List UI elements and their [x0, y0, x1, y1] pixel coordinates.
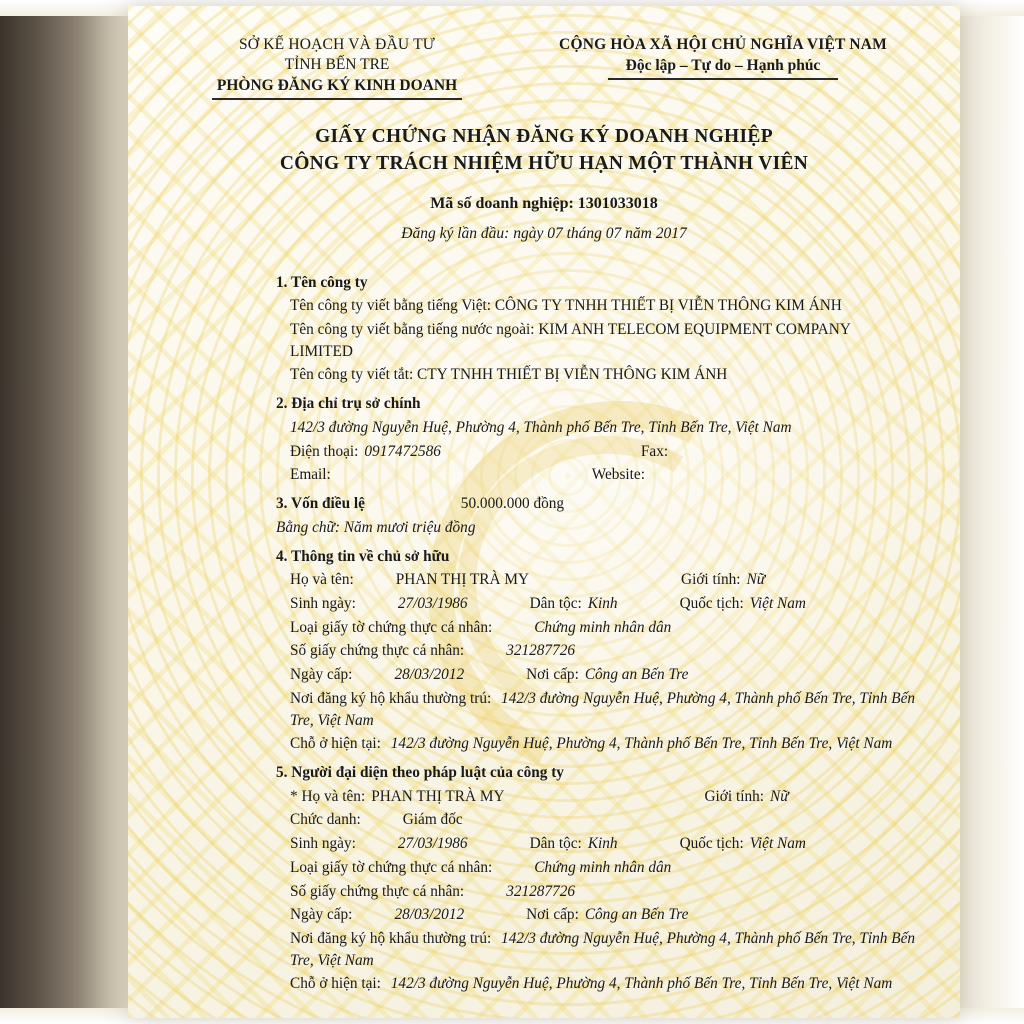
rep-dob-label: Sinh ngày: — [290, 835, 356, 853]
issuing-authority-block — [152, 36, 522, 100]
phone-label: Điện thoại: — [290, 442, 359, 460]
owner-id-number-value: 321287726 — [506, 642, 576, 660]
rep-issue-row — [276, 904, 916, 926]
rep-name-label: * Họ và tên: — [290, 787, 366, 805]
head-office-address: 142/3 đường Nguyễn Huệ, Phường 4, Thành phố Bến Tre, Tỉnh Bến Tre, Việt Nam — [290, 418, 792, 436]
section-3-heading: 3. Vốn điều lệ — [276, 495, 365, 513]
company-name-vn-value: CÔNG TY TNHH THIẾT BỊ VIỄN THÔNG KIM ÁNH — [494, 297, 842, 315]
business-code-value: 1301033018 — [577, 194, 658, 212]
rep-id-type-value: Chứng minh nhân dân — [534, 858, 672, 876]
company-name-short-row — [276, 364, 916, 386]
company-name-vn-row — [276, 295, 916, 317]
authority-line-2: TỈNH BẾN TRE — [284, 56, 390, 73]
certificate-title: GIẤY CHỨNG NHẬN ĐĂNG KÝ DOANH NGHIỆP — [315, 125, 773, 147]
rep-permanent-row — [276, 928, 916, 971]
rep-nationality-label: Quốc tịch: — [679, 835, 744, 853]
rep-issue-date-label: Ngày cấp: — [290, 906, 353, 924]
rep-position-label: Chức danh: — [290, 811, 361, 829]
owner-current-value: 142/3 đường Nguyễn Huệ, Phường 4, Thành phố Bến Tre, Tỉnh Bến Tre, Việt Nam — [390, 735, 893, 753]
company-name-vn-label: Tên công ty viết bằng tiếng Việt: — [290, 297, 492, 315]
rep-ethnic-value: Kinh — [587, 835, 618, 853]
company-name-foreign-row — [276, 319, 916, 362]
owner-issue-date-value: 28/03/2012 — [394, 666, 465, 684]
section-3-row — [276, 493, 916, 515]
rep-id-number-label: Số giấy chứng thực cá nhân: — [290, 882, 465, 900]
rep-name-value: PHAN THỊ TRÀ MY — [371, 787, 505, 805]
authority-line-3: PHÒNG ĐĂNG KÝ KINH DOANH — [216, 77, 458, 94]
owner-id-type-value: Chứng minh nhân dân — [534, 618, 672, 636]
owner-permanent-row — [276, 688, 916, 731]
authority-line-1: SỞ KẾ HOẠCH VÀ ĐẦU TƯ — [238, 36, 436, 53]
business-code-label: Mã số doanh nghiệp: — [430, 194, 574, 212]
owner-permanent-label: Nơi đăng ký hộ khẩu thường trú: — [290, 689, 492, 707]
owner-current-label: Chỗ ở hiện tại: — [290, 735, 381, 753]
national-motto: Độc lập – Tự do – Hạnh phúc — [625, 57, 821, 74]
email-label: Email: — [290, 466, 331, 484]
owner-gender-value: Nữ — [746, 571, 766, 589]
email-website-row — [276, 464, 916, 486]
rep-position-value: Giám đốc — [402, 811, 463, 829]
authority-underline — [212, 98, 462, 100]
section-2-heading: 2. Địa chỉ trụ sở chính — [276, 395, 421, 413]
owner-permanent-value: 142/3 đường Nguyễn Huệ, Phường 4, Thành phố Bến Tre, Tỉnh Bến Tre, Việt Nam — [290, 689, 916, 729]
owner-name-row — [276, 569, 916, 591]
owner-issue-place-label: Nơi cấp: — [526, 666, 579, 684]
rep-ethnic-label: Dân tộc: — [529, 835, 582, 853]
company-name-short-label: Tên công ty viết tắt: — [290, 366, 414, 384]
rep-id-type-row — [276, 857, 916, 879]
phone-fax-row — [276, 441, 916, 463]
rep-current-value: 142/3 đường Nguyễn Huệ, Phường 4, Thành phố Bến Tre, Tỉnh Bến Tre, Việt Nam — [390, 975, 893, 993]
rep-name-row — [276, 786, 916, 808]
rep-gender-value: Nữ — [770, 787, 789, 805]
document-body — [128, 243, 960, 1018]
national-motto-block — [528, 36, 918, 100]
owner-id-number-row — [276, 640, 916, 662]
owner-dob-value: 27/03/1986 — [397, 594, 468, 612]
company-name-short-value: CTY TNHH THIẾT BỊ VIỄN THÔNG KIM ÁNH — [417, 366, 728, 384]
owner-issue-date-label: Ngày cấp: — [290, 666, 353, 684]
motto-underline — [608, 78, 838, 80]
rep-permanent-label: Nơi đăng ký hộ khẩu thường trú: — [290, 930, 492, 947]
company-type-title: CÔNG TY TRÁCH NHIỆM HỮU HẠN MỘT THÀNH VIÊN — [279, 152, 809, 174]
company-name-foreign-value: KIM ANH TELECOM EQUIPMENT COMPANY LIMITED — [290, 321, 851, 360]
website-label: Website: — [591, 466, 645, 484]
owner-dob-row — [276, 593, 916, 615]
owner-id-number-label: Số giấy chứng thực cá nhân: — [290, 642, 465, 660]
section-4-heading: 4. Thông tin về chủ sở hữu — [276, 547, 450, 565]
first-registration-date: Đăng ký lần đầu: ngày 07 tháng 07 năm 2017 — [401, 224, 687, 242]
rep-dob-row — [276, 833, 916, 855]
company-name-foreign-label: Tên công ty viết bằng tiếng nước ngoài: — [290, 321, 535, 339]
owner-gender-label: Giới tính: — [681, 571, 741, 589]
owner-current-row — [276, 733, 916, 755]
business-code-row — [128, 195, 960, 213]
rep-id-number-row — [276, 881, 916, 903]
fax-label: Fax: — [640, 442, 669, 460]
owner-ethnic-value: Kinh — [587, 594, 618, 612]
rep-current-label: Chỗ ở hiện tại: — [290, 975, 381, 993]
owner-issue-place-value: Công an Bến Tre — [584, 666, 689, 684]
charter-capital-value: 50.000.000 đồng — [460, 495, 565, 513]
owner-nationality-label: Quốc tịch: — [679, 594, 744, 612]
rep-issue-place-value: Công an Bến Tre — [584, 906, 689, 924]
section-1-heading: 1. Tên công ty — [276, 273, 368, 291]
rep-position-row — [276, 809, 916, 831]
rep-issue-date-value: 28/03/2012 — [394, 906, 465, 924]
owner-dob-label: Sinh ngày: — [290, 594, 356, 612]
owner-id-type-row — [276, 617, 916, 639]
rep-dob-value: 27/03/1986 — [397, 835, 468, 853]
country-name: CỘNG HÒA XÃ HỘI CHỦ NGHĨA VIỆT NAM — [559, 36, 887, 53]
rep-id-type-label: Loại giấy tờ chứng thực cá nhân: — [290, 858, 493, 876]
certificate-paper — [128, 6, 960, 1018]
photo-right-edge — [956, 0, 1024, 1024]
owner-ethnic-label: Dân tộc: — [529, 594, 582, 612]
rep-current-row — [276, 973, 916, 995]
owner-nationality-value: Việt Nam — [749, 594, 806, 612]
rep-id-number-value: 321287726 — [506, 882, 576, 900]
rep-gender-label: Giới tính: — [704, 787, 765, 805]
owner-issue-row — [276, 664, 916, 686]
owner-name-value: PHAN THỊ TRÀ MY — [395, 571, 530, 589]
section-5-heading: 5. Người đại diện theo pháp luật của công ty — [276, 763, 564, 781]
rep-nationality-value: Việt Nam — [749, 835, 806, 853]
rep-permanent-value: 142/3 đường Nguyễn Huệ, Phường 4, Thành phố Bến Tre, Tỉnh Bến Tre, Việt Nam — [290, 930, 916, 969]
charter-capital-in-words: Bằng chữ: Năm mươi triệu đồng — [276, 518, 476, 536]
document-header — [128, 6, 960, 100]
phone-value: 0917472586 — [364, 442, 441, 460]
rep-issue-place-label: Nơi cấp: — [526, 906, 579, 924]
owner-name-label: Họ và tên: — [290, 571, 354, 589]
photo-left-shadow — [0, 0, 130, 1024]
owner-id-type-label: Loại giấy tờ chứng thực cá nhân: — [290, 618, 493, 636]
